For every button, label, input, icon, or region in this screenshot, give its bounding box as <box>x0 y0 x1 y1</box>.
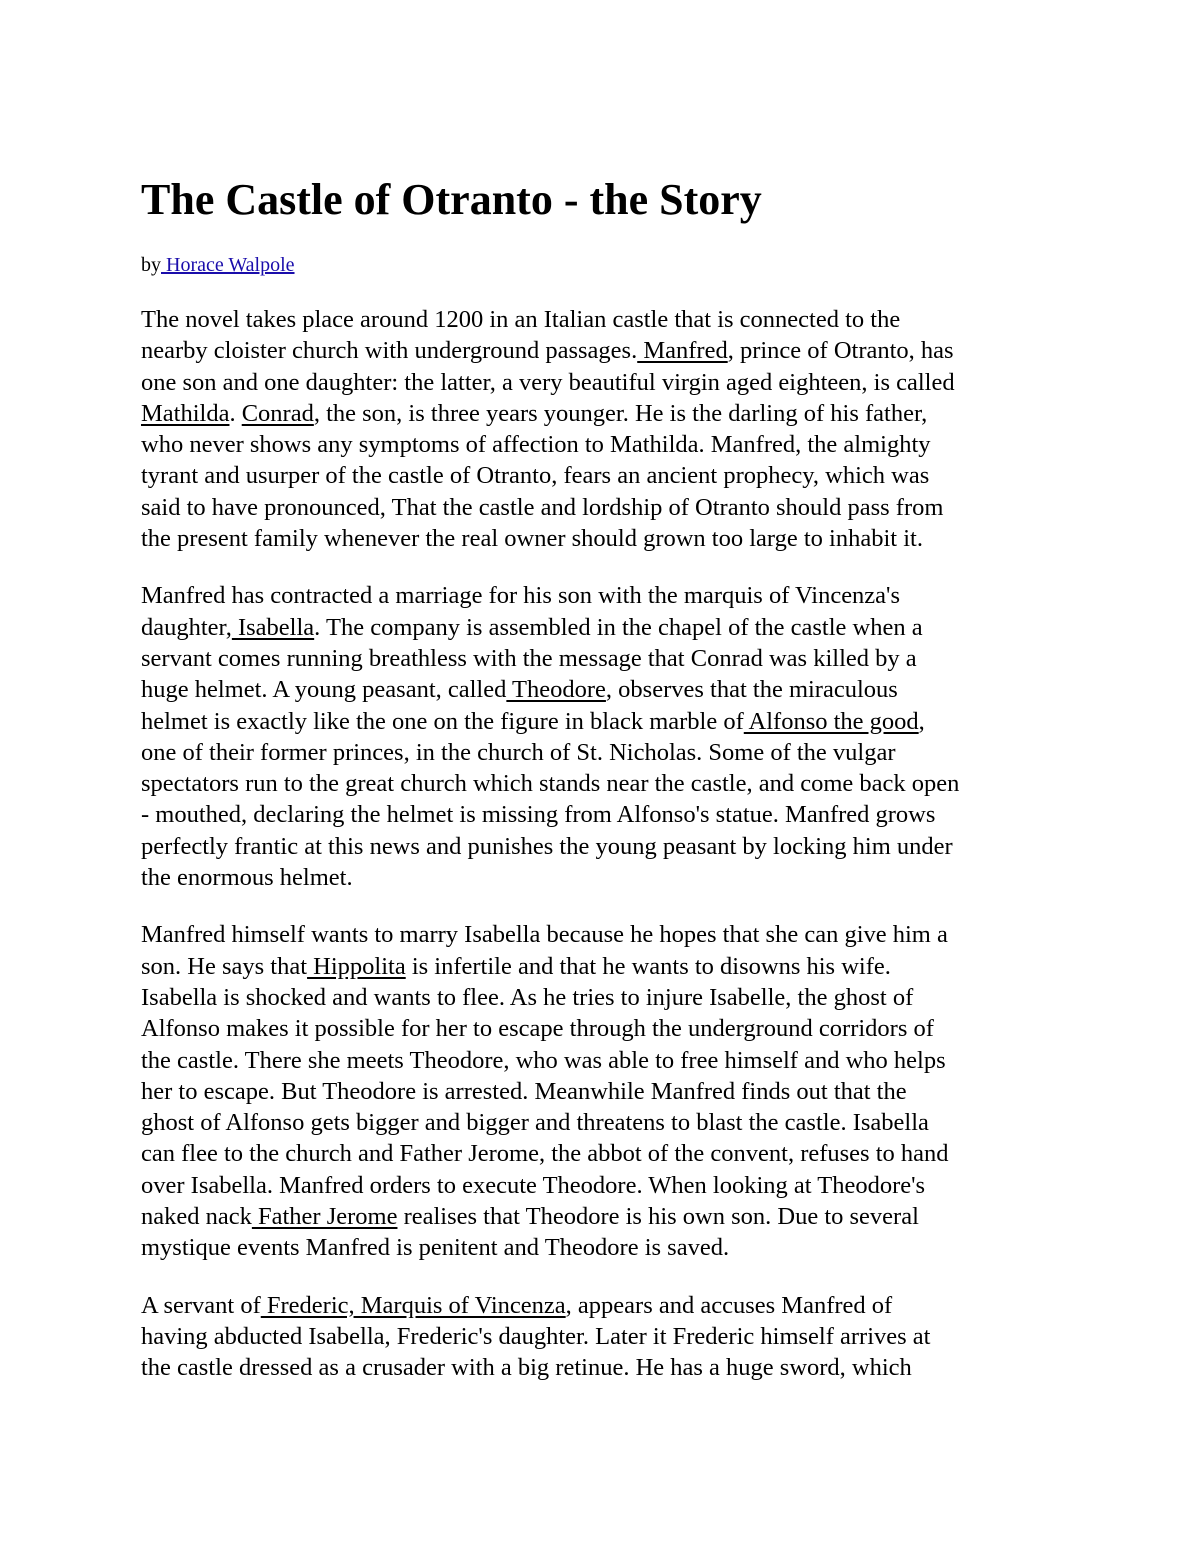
text-segment: son. He says that <box>141 952 308 980</box>
text-segment: naked nack <box>141 1203 252 1231</box>
text-segment: tyrant and usurper of the castle of Otranto, fears an ancient prophecy, which was <box>141 462 930 490</box>
paragraph <box>141 1290 1066 1384</box>
text-segment: perfectly frantic at this news and punishes the young peasant by locking him under <box>141 832 953 860</box>
text-segment: her to escape. But Theodore is arrested. Meanwhile Manfred finds out that the <box>141 1077 907 1105</box>
document-page <box>141 170 1066 1384</box>
text-line <box>141 523 1066 554</box>
text-line <box>141 1232 1066 1263</box>
byline <box>141 252 1066 278</box>
text-line <box>141 1170 1066 1201</box>
text-segment: Manfred has contracted a marriage for his son with the marquis of Vincenza's <box>141 582 901 610</box>
text-segment: spectators run to the great church which stands near the castle, and come back open <box>141 770 960 798</box>
text-segment: Alfonso makes it possible for her to escape through the underground corridors of <box>141 1015 934 1043</box>
text-segment: A servant of <box>141 1291 261 1319</box>
text-segment: mystique events Manfred is penitent and Theodore is saved. <box>141 1234 730 1262</box>
inline-link[interactable]: Manfred <box>637 337 728 365</box>
text-line <box>141 367 1066 398</box>
text-segment: Isabella is shocked and wants to flee. As he tries to injure Isabelle, the ghost of <box>141 983 914 1011</box>
text-segment: helmet is exactly like the one on the figure in black marble of <box>141 707 744 735</box>
text-segment: who never shows any symptoms of affection to Mathilda. Manfred, the almighty <box>141 431 931 459</box>
inline-link[interactable]: Isabella <box>231 613 315 641</box>
text-segment: one son and one daughter: the latter, a very beautiful virgin aged eighteen, is called <box>141 368 955 396</box>
text-segment: over Isabella. Manfred orders to execute Theodore. When looking at Theodore's <box>141 1171 926 1199</box>
text-line <box>141 612 1066 643</box>
text-line <box>141 1138 1066 1169</box>
text-segment: the castle dressed as a crusader with a big retinue. He has a huge sword, which <box>141 1354 912 1382</box>
text-segment: Manfred himself wants to marry Isabella because he hopes that she can give him a <box>141 921 948 949</box>
author-link[interactable]: Horace Walpole <box>161 254 295 276</box>
text-segment: servant comes running breathless with the message that Conrad was killed by a <box>141 644 917 672</box>
page-title: The Castle of Otranto - the Story <box>141 175 762 224</box>
text-segment: daughter, <box>141 613 232 641</box>
body-text <box>141 304 1066 1384</box>
byline-prefix: by <box>141 254 161 276</box>
text-line <box>141 1201 1066 1232</box>
text-line <box>141 799 1066 830</box>
text-line <box>141 1013 1066 1044</box>
paragraph <box>141 580 1066 893</box>
text-segment: ghost of Alfonso gets bigger and bigger and threatens to blast the castle. Isabella <box>141 1109 929 1137</box>
text-line <box>141 831 1066 862</box>
text-line <box>141 737 1066 768</box>
inline-link[interactable]: Alfonso the good <box>743 707 919 735</box>
text-segment: one of their former princes, in the church of St. Nicholas. Some of the vulgar <box>141 738 896 766</box>
text-line <box>141 335 1066 366</box>
text-line <box>141 460 1066 491</box>
text-segment: . <box>229 399 242 427</box>
text-segment: nearby cloister church with underground passages. <box>141 337 638 365</box>
inline-link[interactable]: Hippolita <box>307 952 406 980</box>
text-line <box>141 1076 1066 1107</box>
text-line <box>141 919 1066 950</box>
text-segment: realises that Theodore is his own son. Due to several <box>397 1203 919 1231</box>
text-segment: huge helmet. A young peasant, called <box>141 676 507 704</box>
text-line <box>141 492 1066 523</box>
text-line <box>141 768 1066 799</box>
text-line <box>141 1107 1066 1138</box>
text-segment: the castle. There she meets Theodore, who was able to free himself and who helps <box>141 1046 946 1074</box>
text-line <box>141 643 1066 674</box>
text-line <box>141 1352 1066 1383</box>
inline-link[interactable]: Mathilda <box>141 399 230 427</box>
inline-link[interactable]: Frederic, Marquis of Vincenza <box>260 1291 566 1319</box>
text-segment: is infertile and that he wants to disowns his wife. <box>405 952 891 980</box>
text-segment: the enormous helmet. <box>141 864 353 892</box>
text-segment: , the son, is three years younger. He is the darling of his father, <box>313 399 928 427</box>
text-segment: having abducted Isabella, Frederic's daughter. Later it Frederic himself arrives at <box>141 1322 931 1350</box>
text-segment: , <box>918 707 925 735</box>
text-line <box>141 1321 1066 1352</box>
text-segment: can flee to the church and Father Jerome, the abbot of the convent, refuses to hand <box>141 1140 949 1168</box>
inline-link[interactable]: Theodore <box>506 676 606 704</box>
text-line <box>141 304 1066 335</box>
text-line <box>141 674 1066 705</box>
paragraph <box>141 304 1066 554</box>
text-line <box>141 1045 1066 1076</box>
text-line <box>141 951 1066 982</box>
text-segment: said to have pronounced, That the castle and lordship of Otranto should pass from <box>141 493 944 521</box>
text-line <box>141 398 1066 429</box>
text-segment: The novel takes place around 1200 in an Italian castle that is connected to the <box>141 306 901 333</box>
text-line <box>141 429 1066 460</box>
text-line <box>141 706 1066 737</box>
text-line <box>141 1290 1066 1321</box>
text-segment: , observes that the miraculous <box>605 676 898 704</box>
text-segment: . The company is assembled in the chapel of the castle when a <box>314 613 923 641</box>
text-segment: - mouthed, declaring the helmet is missing from Alfonso's statue. Manfred grows <box>141 801 936 829</box>
text-segment: , appears and accuses Manfred of <box>565 1291 893 1319</box>
text-segment: , prince of Otranto, has <box>727 337 954 365</box>
text-line <box>141 982 1066 1013</box>
inline-link[interactable]: Father Jerome <box>251 1203 398 1231</box>
text-segment: the present family whenever the real owner should grown too large to inhabit it. <box>141 525 923 553</box>
paragraph <box>141 919 1066 1263</box>
text-line <box>141 580 1066 611</box>
text-line <box>141 862 1066 893</box>
inline-link[interactable]: Conrad <box>241 399 314 427</box>
